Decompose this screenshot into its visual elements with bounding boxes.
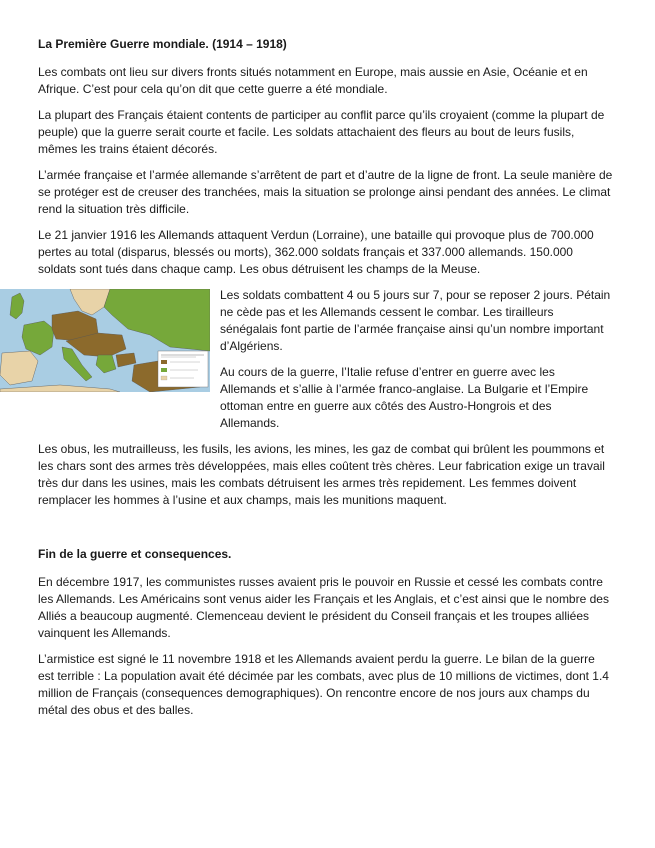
paragraph-fronts: Les combats ont lieu sur divers fronts situés notamment en Europe, mais aussie en Asie, Océanie et en Afrique. C’est pour cela qu’on dit que cette guerre a été mondiale. (38, 65, 588, 96)
paragraph-trenches: L’armée française et l’armée allemande s’arrêtent de part et d’autre de la ligne de front. La seule manière de se protéger est de creuser des tranchées, mais la situation se prolonge ainsi pendant des années. Le climat rend la situation très difficile. (38, 168, 613, 216)
document-page (38, 36, 613, 728)
section-title-end: Fin de la guerre et consequences. (38, 547, 232, 561)
europe-alliances-map (0, 289, 210, 392)
section-title-war: La Première Guerre mondiale. (1914 – 1918) (38, 37, 287, 51)
paragraph-armistice: L’armistice est signé le 11 novembre 1918 et les Allemands avaient perdu la guerre. Le bilan de la guerre est terrible : La population avait été décimée par les combats, avec plus de 10 millions de victimes, dont 1.4 million de Français (consequences demographiques). On rencontre encore de nos jours aux champs du métal des obus et des balles. (38, 652, 609, 717)
map-spain (0, 351, 38, 385)
map-section (38, 287, 613, 432)
paragraph-enthusiasm: La plupart des Français étaient contents de participer au conflit parce qu’ils croyaient (comme la plupart de peuple) que la guerre serait courte et facile. Les soldats attachaient des fleurs au bout de leurs fusils, mêmes les trains étaient décorés. (38, 108, 605, 156)
paragraph-1917: En décembre 1917, les communistes russes avaient pris le pouvoir en Russie et cessé les combats contre les Allemands. Les Américains sont venus aider les Français et les Anglais, et c’est ainsi que le nombre des Alliés a beaucoup augmenté. Clemenceau devient le président du Conseil français et les troupes alliées vainquent les Allemands. (38, 575, 609, 640)
paragraph-verdun: Le 21 janvier 1916 les Allemands attaquent Verdun (Lorraine), une bataille qui provoque plus de 700.000 pertes au total (disparus, blessés ou morts), 362.000 soldats français et 337.000 allemands. 150.000 soldats sont tués dans chaque camp. Les obus détruisent les champs de la Meuse. (38, 228, 594, 276)
paragraph-weapons: Les obus, les mutrailleuss, les fusils, les avions, les mines, les gaz de combat qui brûlent les poummons et les chars sont des armes très développées, mais elles coûtent très chères. Leur fabrication exige un travail très dur dans les usines, mais les combats détruisent les armes très repidement. Les femmes doivent remplacer les hommes à l’usine et aux champs, mais les munitions maquent. (38, 442, 605, 507)
map-legend (158, 351, 208, 387)
paragraph-alliances: Au cours de la guerre, l’Italie refuse d’entrer en guerre avec les Allemands et s’allie à l’armée franco-anglaise. La Bulgarie et l’Empire ottoman entre en guerre aux côtés des Austro-Hongrois et des Allemands. (220, 365, 589, 430)
paragraph-combat-rhythm: Les soldats combattent 4 ou 5 jours sur 7, pour se reposer 2 jours. Pétain ne cède pas et les Allemands cessent le combar. Les tirailleurs sénégalais font partie de l’armée française ainsi qu’un nombre important d’Algériens. (220, 288, 611, 353)
